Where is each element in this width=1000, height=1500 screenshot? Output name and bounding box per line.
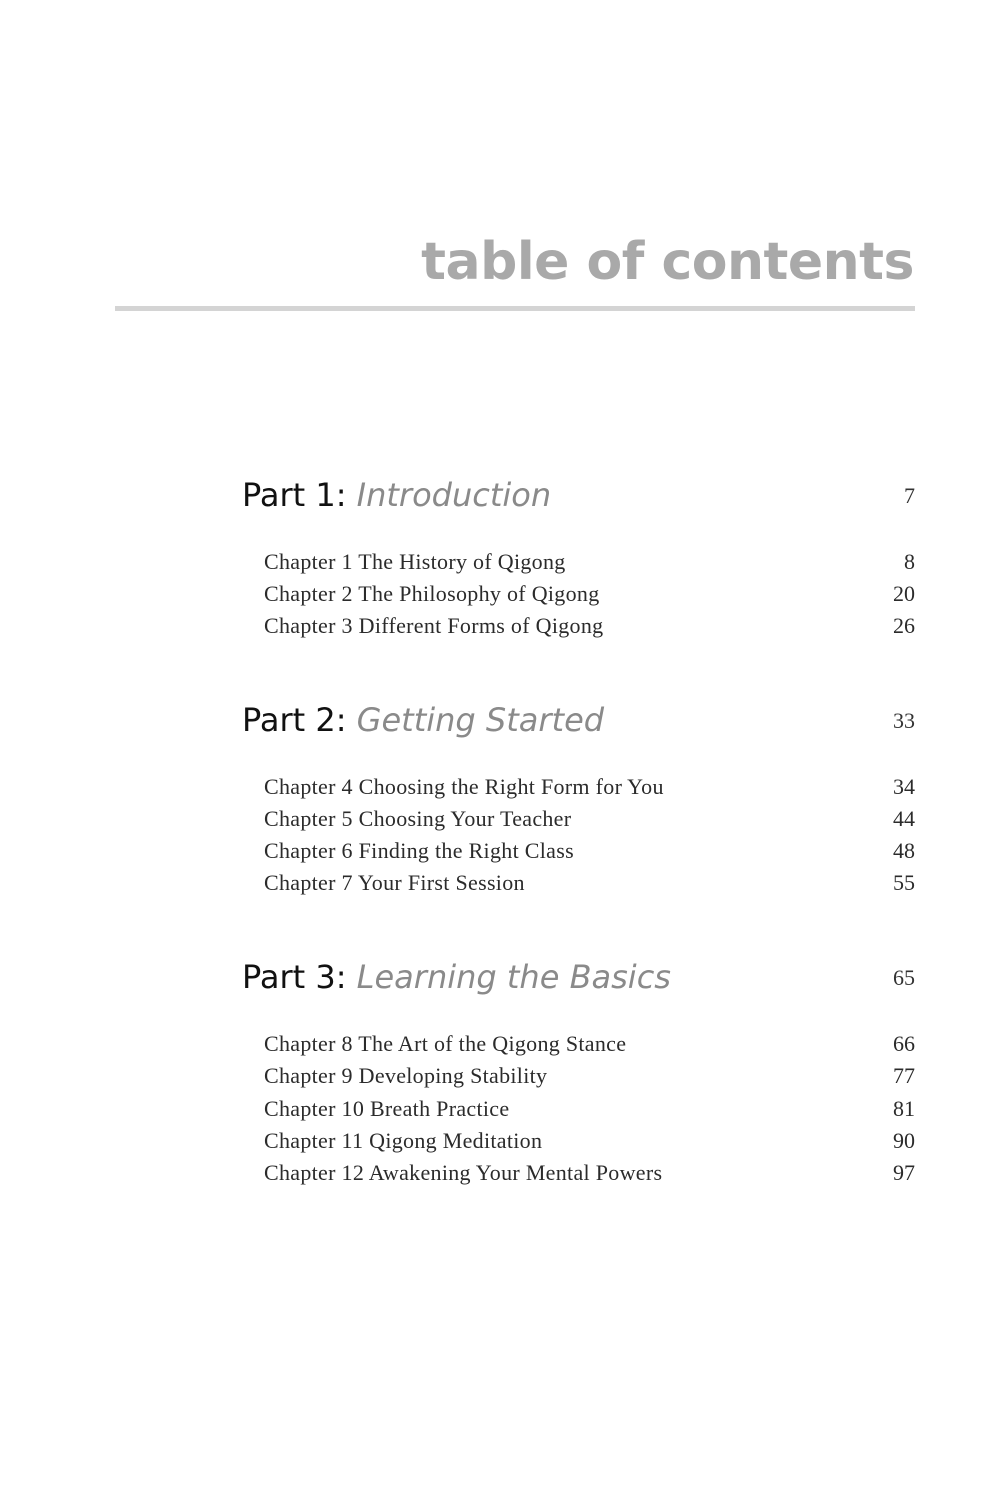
chapter-title: Chapter 4 Choosing the Right Form for You	[264, 774, 664, 799]
chapter-title: Chapter 12 Awakening Your Mental Powers	[264, 1160, 663, 1185]
part-label: Part 1:	[242, 476, 347, 514]
chapter-title: Chapter 11 Qigong Meditation	[264, 1128, 543, 1153]
chapter-page-number: 66	[893, 1031, 915, 1056]
page-title: table of contents	[421, 232, 914, 292]
chapter-entry	[264, 578, 915, 610]
part-label: Part 3:	[242, 958, 347, 996]
part-label: Part 2:	[242, 701, 347, 739]
chapter-page-number: 77	[893, 1063, 915, 1088]
chapter-entry	[264, 803, 915, 835]
part-name: Introduction	[356, 476, 552, 514]
part-heading-row	[242, 475, 915, 515]
chapter-title: Chapter 6 Finding the Right Class	[264, 838, 574, 863]
chapter-title: Chapter 10 Breath Practice	[264, 1096, 510, 1121]
chapter-entry	[264, 835, 915, 867]
title-divider	[115, 306, 915, 311]
chapter-entry	[264, 546, 915, 578]
chapter-title: Chapter 8 The Art of the Qigong Stance	[264, 1031, 627, 1056]
chapter-entry	[264, 1093, 915, 1125]
part-name: Getting Started	[356, 701, 605, 739]
part-page-number: 33	[893, 708, 915, 733]
chapter-title: Chapter 3 Different Forms of Qigong	[264, 613, 604, 638]
chapter-title: Chapter 1 The History of Qigong	[264, 549, 566, 574]
part-heading-row	[242, 700, 915, 740]
chapter-page-number: 97	[893, 1160, 915, 1185]
part-heading	[242, 475, 551, 515]
part-heading	[242, 700, 604, 740]
chapter-page-number: 44	[893, 806, 915, 831]
chapter-page-number: 81	[893, 1096, 915, 1121]
chapter-title: Chapter 5 Choosing Your Teacher	[264, 806, 572, 831]
chapter-page-number: 34	[893, 774, 915, 799]
chapter-entry	[264, 610, 915, 642]
part-heading-row	[242, 957, 915, 997]
part-page-number: 65	[893, 965, 915, 990]
chapter-title: Chapter 7 Your First Session	[264, 870, 525, 895]
chapter-page-number: 26	[893, 613, 915, 638]
chapter-title: Chapter 9 Developing Stability	[264, 1063, 548, 1088]
part-heading	[242, 957, 671, 997]
chapter-entry	[264, 1157, 915, 1189]
chapter-entry	[264, 1028, 915, 1060]
chapter-entry	[264, 867, 915, 899]
chapter-page-number: 20	[893, 581, 915, 606]
part-name: Learning the Basics	[356, 958, 671, 996]
chapter-entry	[264, 1125, 915, 1157]
chapter-title: Chapter 2 The Philosophy of Qigong	[264, 581, 600, 606]
chapter-entry	[264, 1060, 915, 1092]
chapter-page-number: 55	[893, 870, 915, 895]
chapter-page-number: 8	[904, 549, 915, 574]
chapter-entry	[264, 771, 915, 803]
chapter-page-number: 48	[893, 838, 915, 863]
chapter-page-number: 90	[893, 1128, 915, 1153]
part-page-number: 7	[904, 483, 915, 508]
